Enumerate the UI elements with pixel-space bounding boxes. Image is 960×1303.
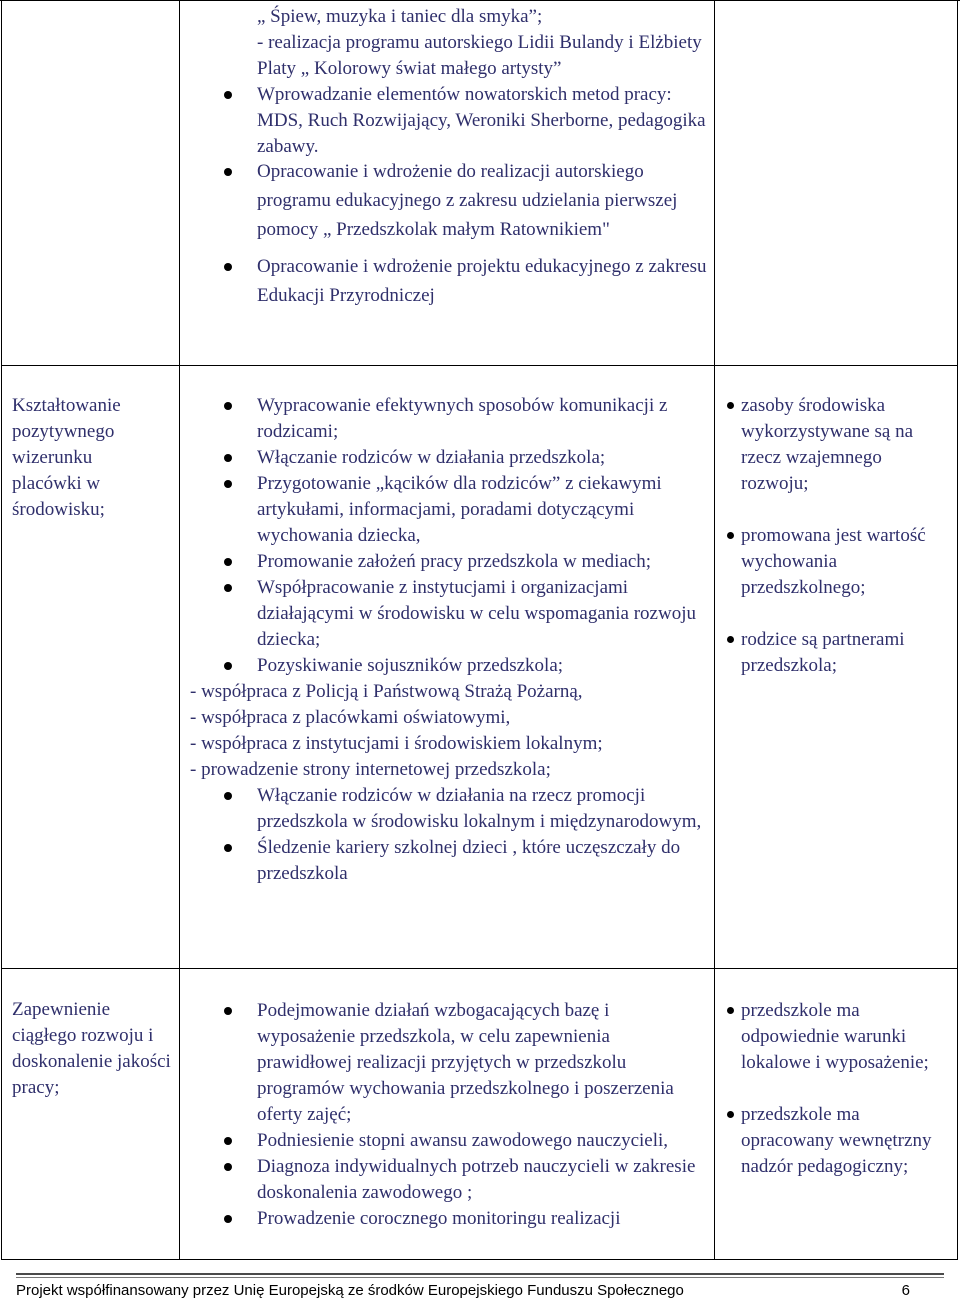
table-border-bottom [1, 1259, 958, 1260]
row1-bullet-list [257, 82, 707, 310]
list-item: rodzice są partnerami przedszkola; [741, 627, 953, 679]
dash-item: - współpraca z instytucjami i środowiskiem lokalnym; [190, 733, 603, 754]
list-item: zasoby środowiska wykorzystywane są na rzecz wzajemnego rozwoju; [741, 393, 953, 497]
list-item: Diagnoza indywidualnych potrzeb nauczycieli w zakresie doskonalenia zawodowego ; [257, 1154, 709, 1206]
row2-tasks-cell [190, 393, 709, 887]
bullet-icon [727, 636, 734, 643]
list-item: Śledzenie kariery szkolnej dzieci , które uczęszczały do przedszkola [257, 835, 709, 887]
row1-line-1: „ Śpiew, muzyka i taniec dla smyka”; [257, 6, 543, 27]
footer-rule-thin [16, 1277, 944, 1278]
row2-outcomes-cell [741, 393, 953, 679]
bullet-icon [224, 1137, 232, 1145]
row3-tasks-cell [257, 998, 709, 1232]
row1-tasks-cell [257, 4, 707, 310]
table-col-divider-2 [714, 0, 715, 1260]
table-border-left [1, 0, 2, 1260]
table-row-divider-1 [1, 365, 958, 366]
list-item: Pozyskiwanie sojuszników przedszkola; [257, 653, 709, 679]
list-item: Opracowanie i wdrożenie projektu edukacyjnego z zakresu Edukacji Przyrodniczej [257, 252, 707, 310]
row2-dash-list [190, 679, 709, 783]
table-border-right [957, 0, 958, 1260]
bullet-icon [224, 91, 232, 99]
row2-outcome-list [741, 393, 953, 679]
row2-area-cell: Kształtowanie pozytywnego wizerunku placówki w środowisku; [12, 395, 121, 520]
footer-rule [16, 1273, 944, 1275]
bullet-icon [727, 1111, 734, 1118]
dash-item: - współpraca z placówkami oświatowymi, [190, 707, 511, 728]
list-item: Wypracowanie efektywnych sposobów komunikacji z rodzicami; [257, 393, 709, 445]
row2-bullet-list-b [257, 783, 709, 887]
table-row-divider-2 [1, 968, 958, 969]
list-item: Współpracowanie z instytucjami i organizacjami działającymi w środowisku w celu wspomagania rozwoju dziecka; [257, 575, 709, 653]
bullet-icon [727, 1007, 734, 1014]
list-item: Podniesienie stopni awansu zawodowego nauczycieli, [257, 1128, 709, 1154]
list-item: Podejmowanie działań wzbogacających bazę i wyposażenie przedszkola, w celu zapewnienia prawidłowej realizacji przyjętych w przedszkolu programów wychowania przedszkolnego i poszerzenia oferty zajęć; [257, 998, 709, 1128]
list-item: Włączanie rodziców w działania na rzecz promocji przedszkola w środowisku lokalnym i międzynarodowym, [257, 783, 709, 835]
row3-outcome-list [741, 998, 953, 1180]
dash-item: - prowadzenie strony internetowej przedszkola; [190, 759, 551, 780]
page-number: 6 [901, 1282, 910, 1299]
footer-text: Projekt współfinansowany przez Unię Europejską ze środków Europejskiego Funduszu Społecznego [16, 1282, 684, 1299]
page-footer [16, 1282, 944, 1302]
bullet-icon [224, 1215, 232, 1223]
bullet-icon [727, 402, 734, 409]
table-col-divider-1 [179, 0, 180, 1260]
dash-item: - współpraca z Policją i Państwową Strażą Pożarną, [190, 681, 583, 702]
bullet-icon [224, 402, 232, 410]
bullet-icon [224, 263, 232, 271]
row3-outcomes-cell [741, 998, 953, 1180]
row2-bullet-list-a [257, 393, 709, 679]
list-item: Wprowadzanie elementów nowatorskich metod pracy: MDS, Ruch Rozwijający, Weroniki Sherborne, pedagogika zabawy. [257, 82, 707, 160]
list-item: Przygotowanie „kącików dla rodziców” z ciekawymi artykułami, informacjami, poradami dotyczącymi wychowania dziecka, [257, 471, 709, 549]
list-item: Opracowanie i wdrożenie do realizacji autorskiego programu edukacyjnego z zakresu udzielania pierwszej pomocy „ Przedszkolak małym Ratownikiem" [257, 157, 707, 244]
bullet-icon [224, 792, 232, 800]
bullet-icon [224, 844, 232, 852]
bullet-icon [224, 480, 232, 488]
row3-area-cell: Zapewnienie ciągłego rozwoju i doskonalenie jakości pracy; [12, 999, 171, 1098]
list-item: przedszkole ma odpowiednie warunki lokalowe i wyposażenie; [741, 998, 953, 1076]
bullet-icon [224, 168, 232, 176]
list-item: przedszkole ma opracowany wewnętrzny nadzór pedagogiczny; [741, 1102, 953, 1180]
bullet-icon [224, 1163, 232, 1171]
bullet-icon [224, 662, 232, 670]
list-item: promowana jest wartość wychowania przedszkolnego; [741, 523, 953, 601]
bullet-icon [727, 532, 734, 539]
list-item: Włączanie rodziców w działania przedszkola; [257, 445, 709, 471]
row3-bullet-list [257, 998, 709, 1232]
bullet-icon [224, 584, 232, 592]
list-item: Prowadzenie corocznego monitoringu realizacji [257, 1206, 709, 1232]
list-item: Promowanie założeń pracy przedszkola w mediach; [257, 549, 709, 575]
bullet-icon [224, 558, 232, 566]
bullet-icon [224, 1007, 232, 1015]
bullet-icon [224, 454, 232, 462]
table-border-top [0, 0, 960, 1]
row1-line-2: - realizacja programu autorskiego Lidii Bulandy i Elżbiety Platy „ Kolorowy świat małego artysty” [257, 32, 702, 79]
